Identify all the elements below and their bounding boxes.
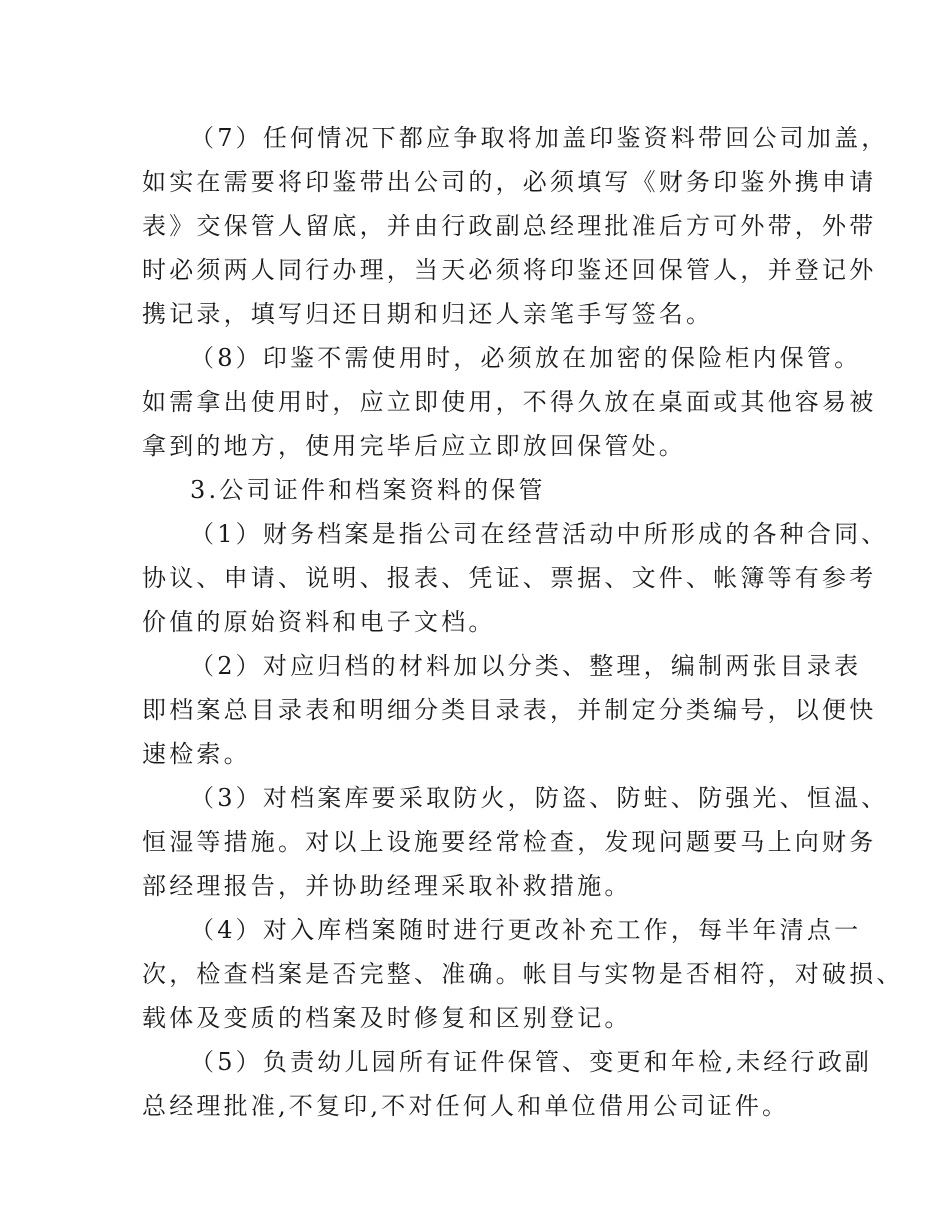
item-3-line-3: 部经理报告，并协助经理采取补救措施。: [142, 872, 632, 900]
item-4-line-1: （4）对入库档案随时进行更改补充工作，每半年清点一: [190, 916, 862, 944]
item-5-line-1: （5）负责幼儿园所有证件保管、变更和年检,未经行政副: [190, 1048, 873, 1076]
item-4-line-3: 载体及变质的档案及时修复和区别登记。: [142, 1004, 632, 1032]
paragraph-7-line-5: 携记录，填写归还日期和归还人亲笔手写签名。: [142, 300, 714, 328]
item-4-line-2: 次，检查档案是否完整、准确。帐目与实物是否相符，对破损、: [142, 960, 904, 988]
paragraph-7-line-2: 如实在需要将印鉴带出公司的，必须填写《财务印鉴外携申请: [142, 168, 877, 196]
item-1-line-2: 协议、申请、说明、报表、凭证、票据、文件、帐簿等有参考: [142, 564, 877, 592]
item-1-line-1: （1）财务档案是指公司在经营活动中所形成的各种合同、: [190, 520, 889, 548]
item-1-line-3: 价值的原始资料和电子文档。: [142, 608, 496, 636]
paragraph-8-line-3: 拿到的地方，使用完毕后应立即放回保管处。: [142, 432, 686, 460]
item-2-line-2: 即档案总目录表和明细分类目录表，并制定分类编号，以便快: [142, 696, 877, 724]
item-3-line-2: 恒湿等措施。对以上设施要经常检查，发现问题要马上向财务: [142, 828, 877, 856]
paragraph-7-line-4: 时必须两人同行办理，当天必须将印鉴还回保管人，并登记外: [142, 256, 877, 284]
item-2-line-3: 速检索。: [142, 740, 251, 768]
item-5-line-2: 总经理批准,不复印,不对任何人和单位借用公司证件。: [142, 1092, 790, 1120]
paragraph-7-line-1: （7）任何情况下都应争取将加盖印鉴资料带回公司加盖，: [190, 124, 889, 152]
item-2-line-1: （2）对应归档的材料加以分类、整理，编制两张目录表: [190, 652, 862, 680]
item-3-line-1: （3）对档案库要采取防火，防盗、防蛀、防强光、恒温、: [190, 784, 889, 812]
paragraph-8-line-2: 如需拿出使用时，应立即使用，不得久放在桌面或其他容易被: [142, 388, 877, 416]
paragraph-8-line-1: （8）印鉴不需使用时，必须放在加密的保险柜内保管。: [190, 344, 862, 372]
section-heading: 3.公司证件和档案资料的保管: [190, 476, 546, 504]
paragraph-7-line-3: 表》交保管人留底，并由行政副总经理批准后方可外带，外带: [142, 212, 877, 240]
